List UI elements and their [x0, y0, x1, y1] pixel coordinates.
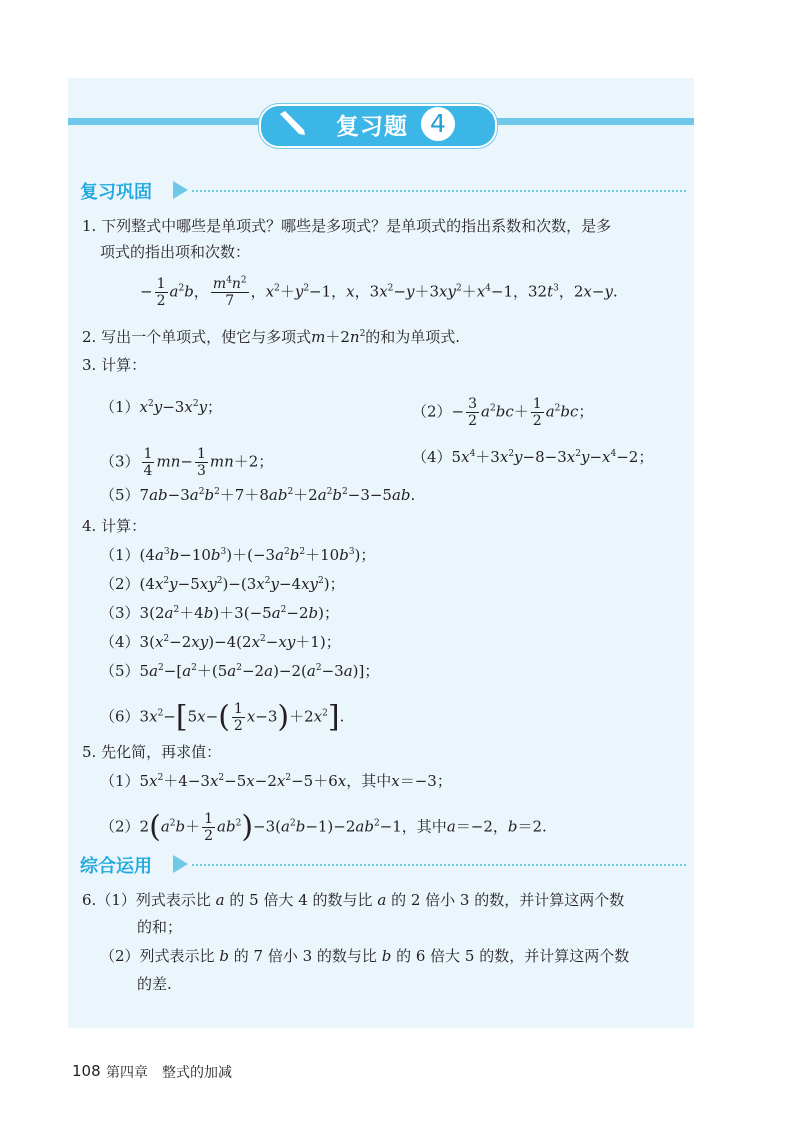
pencil-icon [276, 110, 306, 136]
q5-label: 5. [82, 743, 97, 761]
q6-p1c: 的 2 倍小 3 的数，并计算这两个数 [391, 891, 625, 909]
title-number: 4 [421, 107, 455, 141]
q1-label: 1. [82, 217, 97, 235]
q6-line4: 的差. [137, 975, 172, 993]
title-text: 复习题 [336, 114, 408, 140]
q1-line2: 项式的指出项和次数： [100, 243, 251, 261]
q3-part2: （2）− $\frac{3}{2}$ $a^2bc+$ $\frac{1}{2}$ $a^2bc$； [412, 396, 594, 429]
q3-text: 计算： [101, 356, 147, 374]
page-number: 108 [72, 1062, 101, 1080]
q2-line: 2. 写出一个单项式，使它与多项式$m+2n^2$的和为单项式. [82, 328, 461, 346]
section-arrow-icon [173, 181, 188, 199]
q5-part1: $(1)5x^2+4-3x^2-5x-2x^2-5+6x$，其中x＝−3； [100, 772, 452, 790]
q3-part4: $(4)5x^4+3x^2y-8-3x^2y-x^4-2$； [412, 448, 654, 466]
q6-line1: 6.（1）列式表示比 a 的 5 倍大 4 的数与比 a 的 2 倍小 3 的数，并计算这两个数 [82, 891, 625, 909]
q4-part3: $(3)3(2a^2+4b)+3(-5a^2-2b)$； [100, 604, 339, 622]
q3-line [82, 354, 146, 376]
section-apply: 综合运用 [80, 856, 152, 877]
q4-label: 4. [82, 517, 97, 535]
q2-text: 写出一个单项式，使它与多项式 [101, 328, 312, 346]
q6-label: 6. [82, 891, 97, 909]
q4-part4: $(4)3(x^2-2xy)-4(2x^2-xy+1)$； [100, 633, 341, 651]
chapter-title: 第四章 整式的加减 [106, 1065, 232, 1081]
q4-text: 计算： [101, 517, 147, 535]
q6-line3: （2）列式表示比 b 的 7 倍小 3 的数与比 b 的 6 倍大 5 的数，并计算这两个数 [100, 947, 630, 965]
q1-expressions: − $\frac{1}{2}$ $a^2b$， $\frac{m^4n^2}{7}$ ，$x^2+y^2-1$，x，$3x^2-y+3xy^2+x^4-1$，$32t^3$，2x−y. [140, 275, 618, 309]
q5-where-1: 其中 [361, 772, 392, 790]
section-review: 复习巩固 [80, 182, 152, 203]
q5-where-2: 其中 [416, 817, 447, 836]
q1-line1 [82, 215, 611, 237]
q4-part2: $(2)(4x^2y-5xy^2)-(3x^2y-4xy^2)$； [100, 575, 345, 593]
section-divider [192, 190, 686, 192]
q5-part2: $(2)2(a^2b+$ $\frac{1}{2}$ $ab^2)-3(a^2b-1)-2ab^2-1$，其中a＝−2，b＝2. [100, 809, 547, 845]
q5-line [82, 741, 221, 763]
q6-p2a: 列式表示比 [139, 947, 215, 965]
q4-part6: $(6)3x^2-[5x-$( $\frac{1}{2}$ $x-3)+2x^2$]. [100, 699, 345, 735]
q5-text: 先化简，再求值： [101, 743, 222, 761]
q6-p2c: 的 6 倍大 5 的数，并计算这两个数 [396, 947, 630, 965]
q6-line2: 的和； [137, 918, 183, 936]
q6-p1b: 的 5 倍大 4 的数与比 [229, 891, 373, 909]
q2-label: 2. [82, 328, 97, 346]
q3-label: 3. [82, 356, 97, 374]
q3-part3: （3） $\frac{1}{4}$ mn− $\frac{1}{3}$ mn＋2； [100, 446, 274, 479]
q4-part1: $(1)(4a^3b-10b^3)+(-3a^2b^2+10b^3)$； [100, 546, 376, 564]
section-arrow-icon [173, 855, 188, 873]
q6-p2b: 的 7 倍小 3 的数与比 [233, 947, 377, 965]
q3-part5: $(5)7ab-3a^2b^2+7+8ab^2+2a^2b^2-3-5ab$. [100, 486, 416, 504]
section-divider [192, 864, 686, 866]
q3-part1: $(1)x^2y-3x^2y$； [100, 398, 223, 416]
q6-p1a: 列式表示比 [135, 891, 211, 909]
q1-text: 下列整式中哪些是单项式？哪些是多项式？是单项式的指出系数和次数，是多 [101, 217, 612, 235]
q4-line [82, 515, 146, 537]
q4-part5: $(5)5a^2-[a^2+(5a^2-2a)-2(a^2-3a)]$； [100, 662, 380, 680]
